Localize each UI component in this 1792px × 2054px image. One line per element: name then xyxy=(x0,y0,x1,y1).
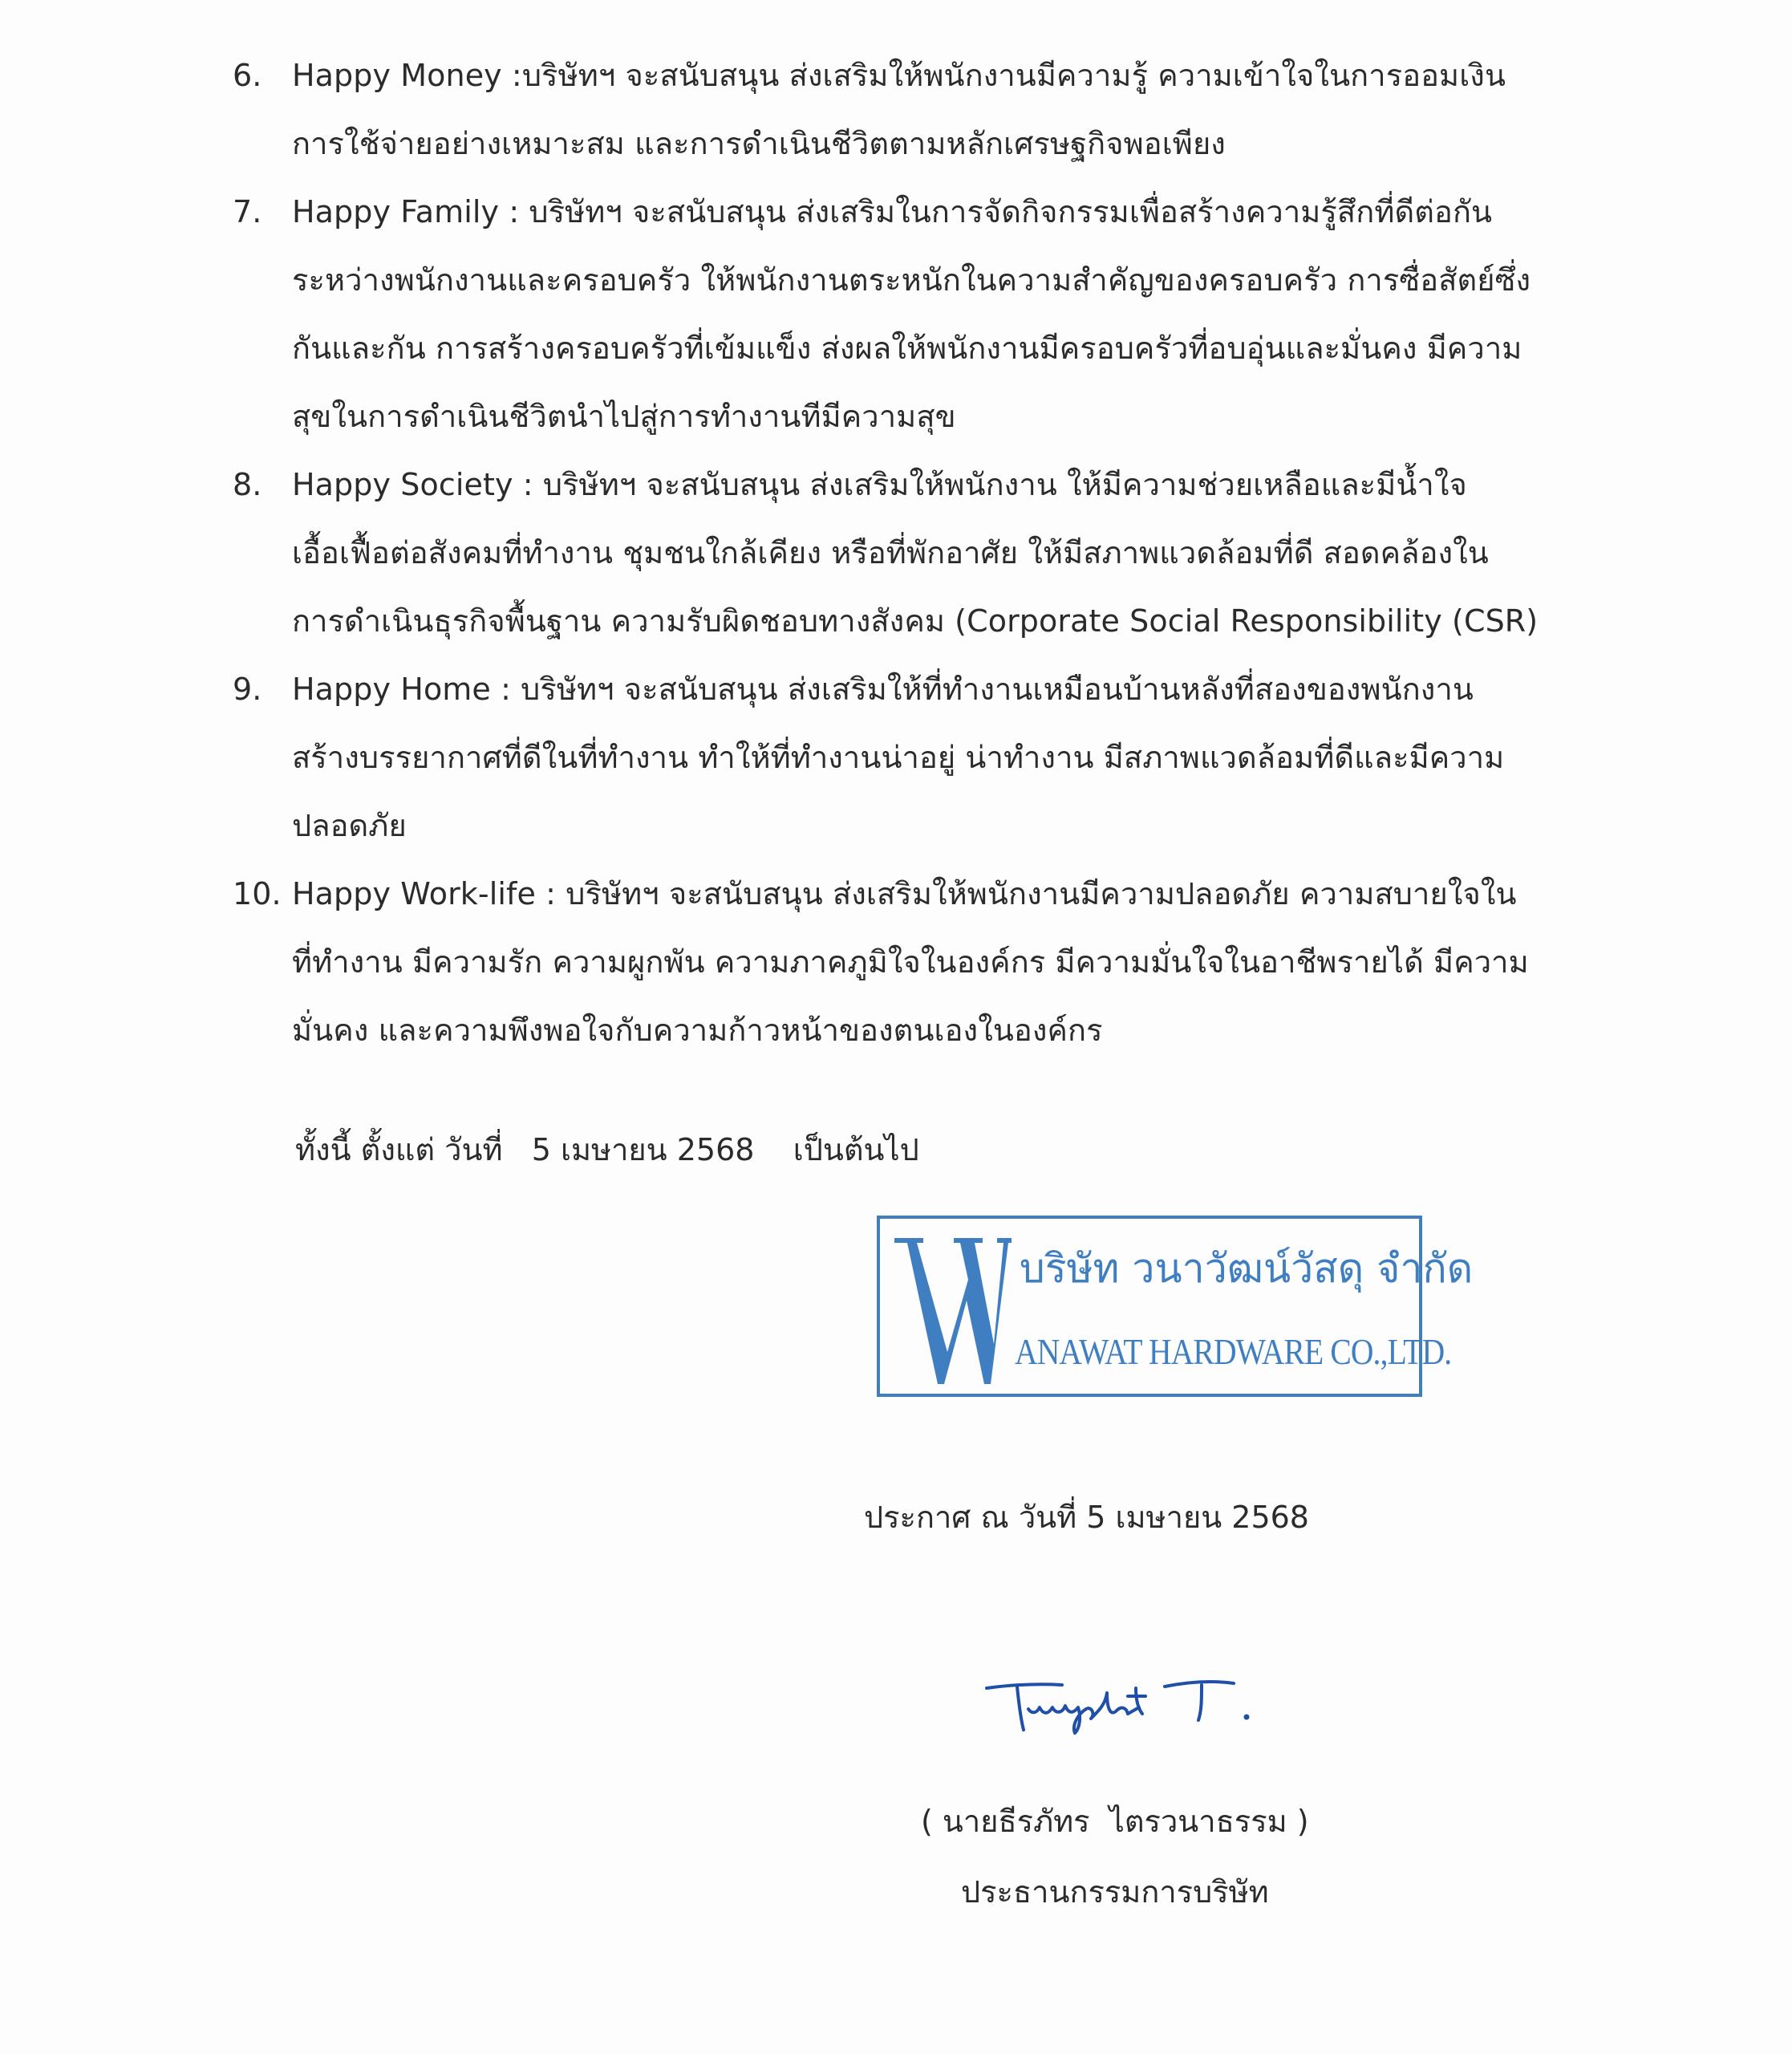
item-line: สร้างบรรยากาศที่ดีในที่ทำงาน ทำให้ที่ทำงานน่าอยู่ น่าทำงาน มีสภาพแวดล้อมที่ดีและมีความ xyxy=(292,740,1505,775)
item-number: 9. xyxy=(233,672,262,707)
list-item xyxy=(233,178,1588,451)
stamp-w-logo-icon xyxy=(891,1224,1012,1392)
stamp-thai-name: บริษัท วนาวัฒน์วัสดุ จำกัด xyxy=(1020,1245,1474,1292)
item-line: Happy Home : บริษัทฯ จะสนับสนุน ส่งเสริมให้ที่ทำงานเหมือนบ้านหลังที่สองของพนักงาน xyxy=(292,672,1474,707)
item-number: 8. xyxy=(233,467,262,502)
item-line: Happy Family : บริษัทฯ จะสนับสนุน ส่งเสริมในการจัดกิจกรรมเพื่อสร้างความรู้สึกที่ดีต่อกัน xyxy=(292,194,1493,229)
stamp-english-name: ANAWAT HARDWARE CO.,LTD. xyxy=(1015,1331,1452,1372)
item-line: Happy Money :บริษัทฯ จะสนับสนุน ส่งเสริมให้พนักงานมีความรู้ ความเข้าใจในการออมเงิน xyxy=(292,58,1506,93)
signer-name: ( นายธีรภัทร ไตรวนาธรรม ) xyxy=(921,1804,1309,1839)
item-number: 6. xyxy=(233,58,262,93)
item-line: ปลอดภัย xyxy=(292,808,407,843)
announce-date: ประกาศ ณ วันที่ 5 เมษายน 2568 xyxy=(864,1500,1309,1535)
item-line: สุขในการดำเนินชีวิตนำไปสู่การทำงานทีมีความสุข xyxy=(292,399,956,434)
item-line: Happy Work-life : บริษัทฯ จะสนับสนุน ส่งเสริมให้พนักงานมีความปลอดภัย ความสบายใจใน xyxy=(292,876,1517,911)
list-item xyxy=(233,656,1588,860)
item-line: กันและกัน การสร้างครอบครัวที่เข้มแข็ง ส่งผลให้พนักงานมีครอบครัวที่อบอุ่นและมั่นคง มีความ xyxy=(292,331,1522,366)
signature-mark xyxy=(979,1661,1267,1749)
item-line: การดำเนินธุรกิจพื้นฐาน ความรับผิดชอบทางสังคม (Corporate Social Responsibility (CSR) xyxy=(292,603,1539,639)
item-line: Happy Society : บริษัทฯ จะสนับสนุน ส่งเสริมให้พนักงาน ให้มีความช่วยเหลือและมีน้ำใจ xyxy=(292,467,1467,502)
signer-title: ประธานกรรมการบริษัท xyxy=(961,1874,1269,1910)
item-line: มั่นคง และความพึงพอใจกับความก้าวหน้าของตนเองในองค์กร xyxy=(292,1013,1103,1048)
effective-date-text: ทั้งนี้ ตั้งแต่ วันที่ 5 เมษายน 2568 เป็นต้นไป xyxy=(295,1132,919,1167)
item-line: ที่ทำงาน มีความรัก ความผูกพัน ความภาคภูมิใจในองค์กร มีความมั่นใจในอาชีพรายได้ มีความ xyxy=(292,944,1529,980)
list-item xyxy=(233,451,1588,656)
happy-policy-list xyxy=(233,42,1588,1065)
item-line: ระหว่างพนักงานและครอบครัว ให้พนักงานตระหนักในความสำคัญของครอบครัว การซื่อสัตย์ซึ่ง xyxy=(292,262,1531,298)
list-item xyxy=(233,42,1588,178)
item-line: เอื้อเฟื้อต่อสังคมที่ทำงาน ชุมชนใกล้เคียง หรือที่พักอาศัย ให้มีสภาพแวดล้อมที่ดี สอดคล้องใน xyxy=(292,535,1489,570)
company-stamp xyxy=(877,1216,1474,1397)
item-line: การใช้จ่ายอย่างเหมาะสม และการดำเนินชีวิตตามหลักเศรษฐกิจพอเพียง xyxy=(292,126,1226,161)
item-number: 7. xyxy=(233,194,262,229)
list-item xyxy=(233,860,1588,1065)
item-number: 10. xyxy=(233,876,282,911)
